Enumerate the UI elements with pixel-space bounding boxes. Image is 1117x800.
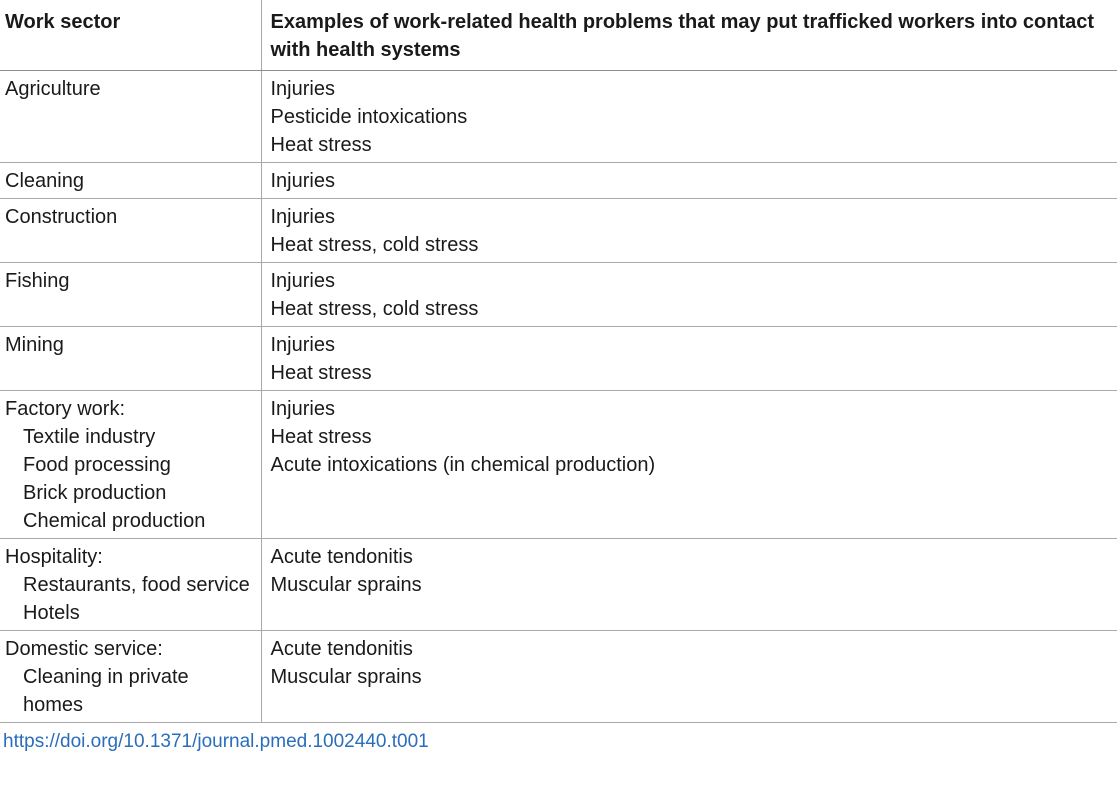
subsector-name: Food processing (23, 454, 171, 476)
problems-cell (261, 391, 1117, 539)
sector-name: Mining (5, 334, 64, 356)
table-row (0, 327, 1117, 391)
sector-name: Hospitality: (5, 546, 103, 568)
sector-name: Construction (5, 206, 118, 228)
subsector-name: Hotels (23, 602, 80, 624)
table-body (0, 71, 1117, 723)
sector-cell (0, 327, 261, 391)
subsector-name: Restaurants, food service (23, 574, 250, 596)
health-problem: Heat stress (270, 362, 372, 384)
problems-cell (261, 263, 1117, 327)
sector-cell (0, 199, 261, 263)
health-problems-header: Examples of work-related health problems that may put trafficked workers into contact with health systems (261, 0, 1117, 71)
table-row (0, 263, 1117, 327)
problems-cell (261, 199, 1117, 263)
sector-cell (0, 391, 261, 539)
sector-name: Fishing (5, 270, 70, 292)
subsector-name: Chemical production (23, 510, 206, 532)
health-problem: Heat stress, cold stress (270, 234, 479, 256)
problems-cell (261, 71, 1117, 163)
health-problem: Heat stress (270, 134, 372, 156)
health-problem: Injuries (270, 334, 335, 356)
sector-cell (0, 163, 261, 199)
sector-name: Agriculture (5, 78, 101, 100)
sector-cell (0, 539, 261, 631)
sector-cell (0, 631, 261, 723)
health-problem: Heat stress, cold stress (270, 298, 479, 320)
health-problem: Acute tendonitis (270, 546, 413, 568)
sector-name: Domestic service: (5, 638, 163, 660)
table-row (0, 391, 1117, 539)
table-row (0, 631, 1117, 723)
subsector-name: Textile industry (23, 426, 156, 448)
problems-cell (261, 539, 1117, 631)
table-row (0, 199, 1117, 263)
health-problem: Injuries (270, 206, 335, 228)
sector-cell (0, 71, 261, 163)
doi-link[interactable]: https://doi.org/10.1371/journal.pmed.1002440.t001 (3, 731, 429, 752)
health-problem: Injuries (270, 398, 335, 420)
health-problem: Muscular sprains (270, 574, 422, 596)
health-problem: Injuries (270, 78, 335, 100)
problems-cell (261, 163, 1117, 199)
work-sector-header: Work sector (0, 0, 261, 71)
health-problem: Muscular sprains (270, 666, 422, 688)
table-row (0, 539, 1117, 631)
subsector-name: Cleaning in private homes (23, 666, 189, 716)
health-problem: Heat stress (270, 426, 372, 448)
sector-name: Cleaning (5, 170, 84, 192)
sector-cell (0, 263, 261, 327)
problems-cell (261, 327, 1117, 391)
health-problem: Injuries (270, 270, 335, 292)
table-row (0, 163, 1117, 199)
table-row (0, 71, 1117, 163)
subsector-name: Brick production (23, 482, 167, 504)
table-header-row (0, 0, 1117, 71)
health-problem: Injuries (270, 170, 335, 192)
problems-cell (261, 631, 1117, 723)
health-problem: Acute intoxications (in chemical production) (270, 454, 656, 476)
sector-name: Factory work: (5, 398, 126, 420)
health-problem: Acute tendonitis (270, 638, 413, 660)
health-problem: Pesticide intoxications (270, 106, 468, 128)
